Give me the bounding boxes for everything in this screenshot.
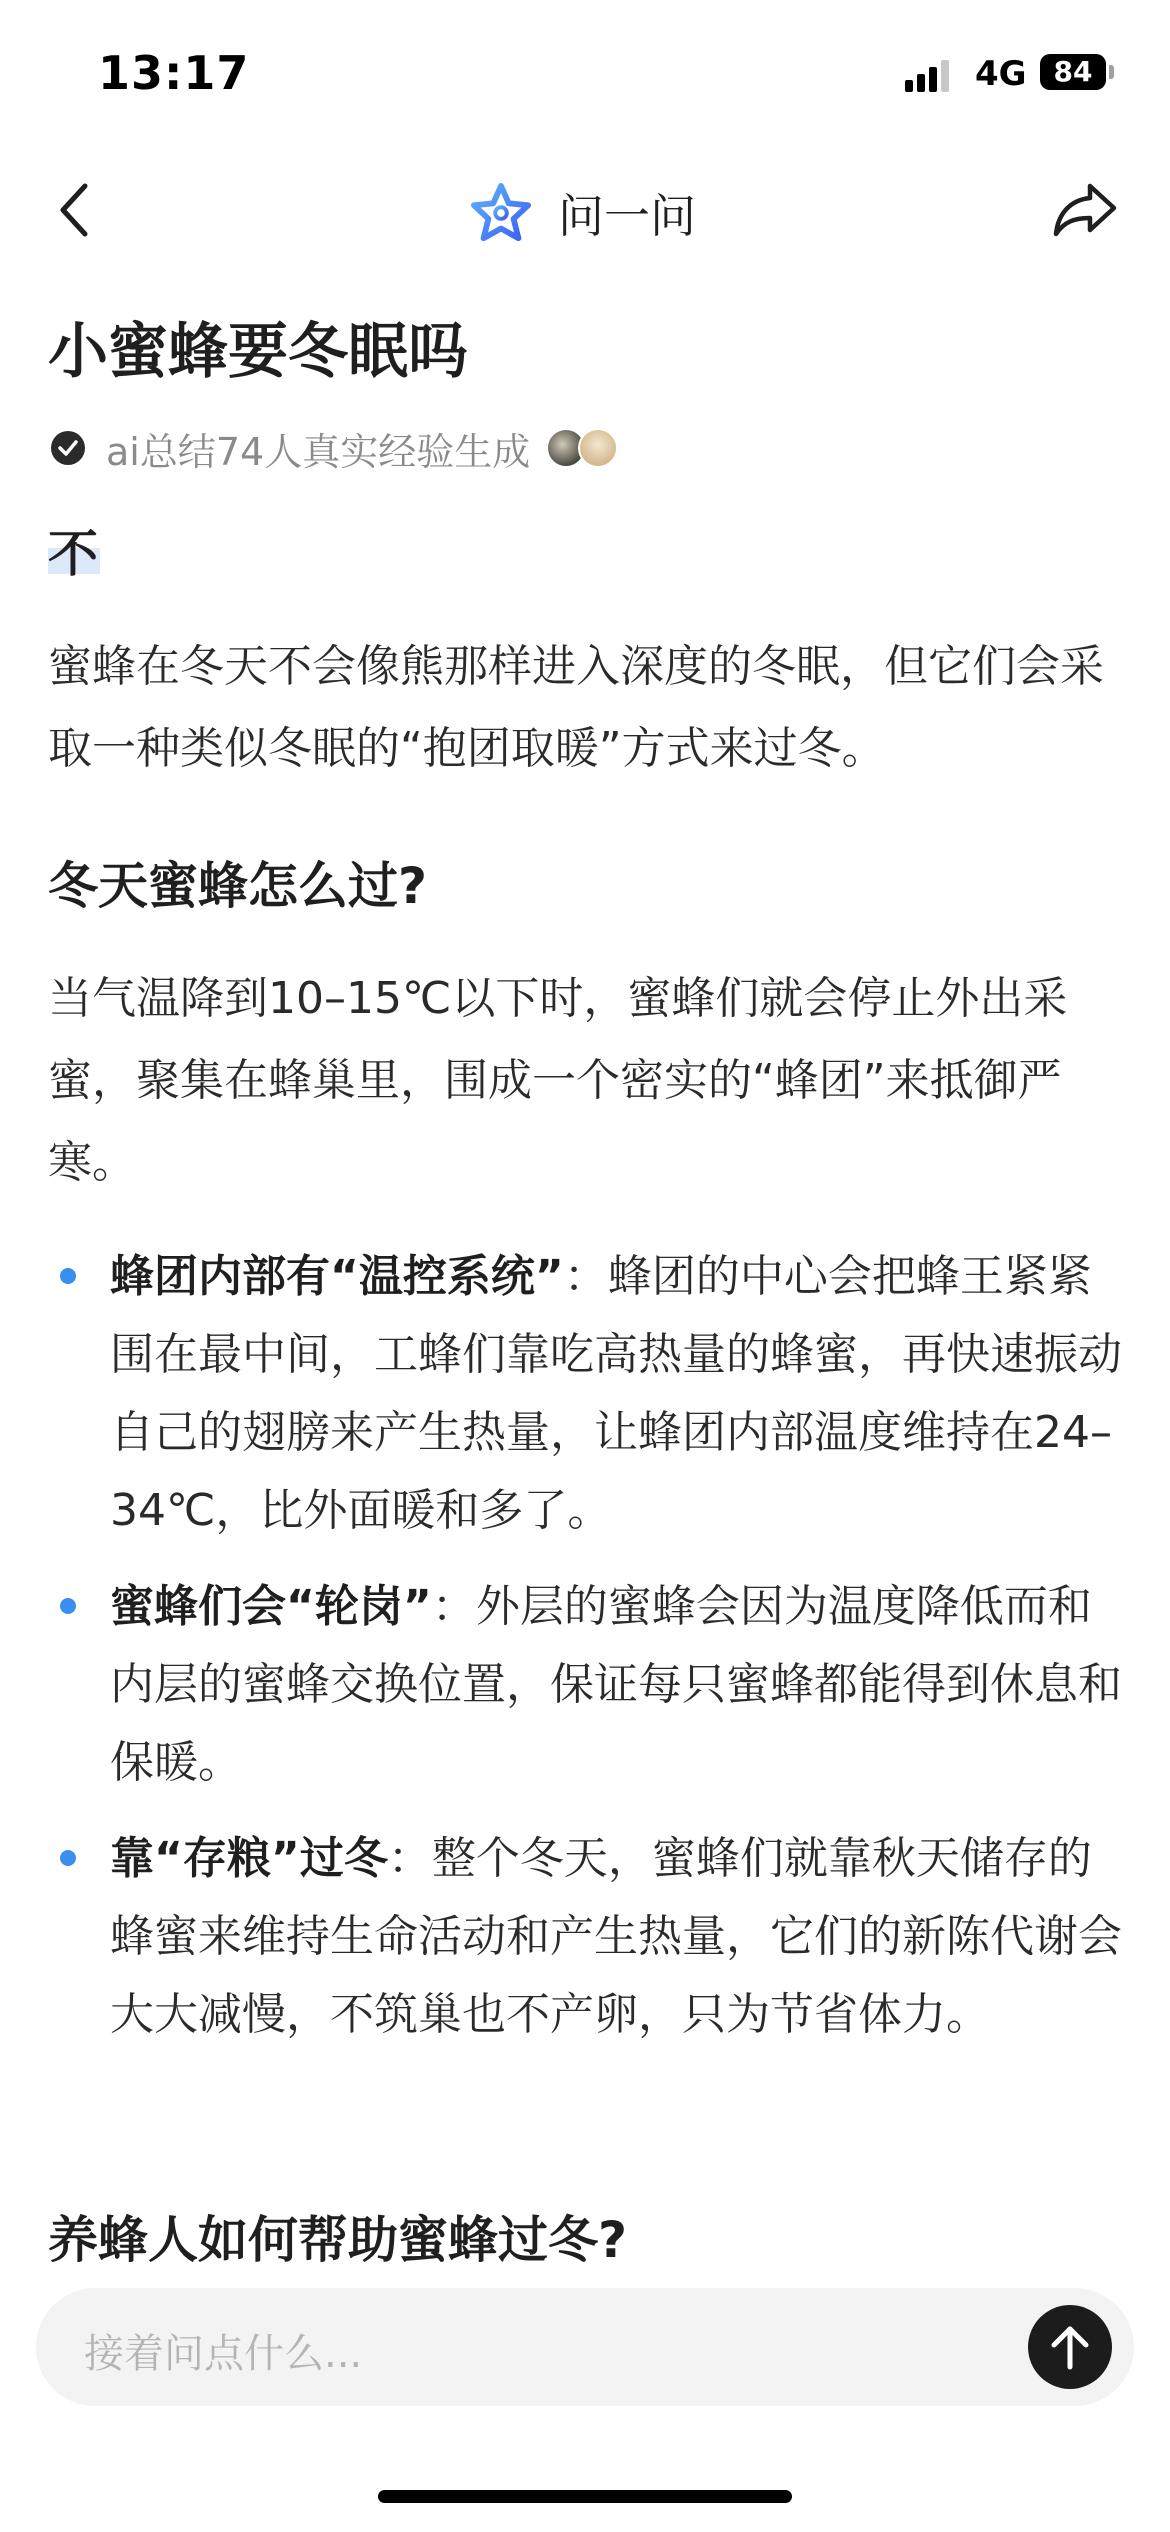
battery-cap [1109, 65, 1114, 79]
home-indicator[interactable] [378, 2490, 792, 2503]
page-header-title: 问一问 [558, 189, 696, 243]
share-icon [1052, 182, 1118, 238]
section-heading: 冬天蜜蜂怎么过? [48, 857, 428, 915]
question-title: 小蜜蜂要冬眠吗 [48, 317, 468, 387]
back-button[interactable] [45, 175, 105, 245]
source-info[interactable] [50, 420, 618, 476]
bullet-text: ：外层的蜜蜂会因为温度降低而和内层的蜜蜂交换位置，保证每只蜜蜂都能得到休息和保暖。 [110, 1581, 1122, 1788]
bullet-dot [60, 1850, 76, 1866]
bullet-text: ：整个冬天，蜜蜂们就靠秋天储存的蜂蜜来维持生命活动和产生热量，它们的新陈代谢会大大减慢，不筑巢也不产卵，只为节省体力。 [110, 1833, 1122, 2040]
bullet-dot [60, 1268, 76, 1284]
answer-word: 不 [48, 525, 98, 583]
source-text: ai总结74人真实经验生成 [106, 429, 531, 474]
verified-check-icon [50, 430, 86, 466]
bullet-text: ：蜂团的中心会把蜂王紧紧围在最中间，工蜂们靠吃高热量的蜂蜜，再快速振动自己的翅膀来产生热量，让蜂团内部温度维持在24–34℃，比外面暖和多了。 [110, 1251, 1122, 1536]
signal-strength-icon [905, 60, 951, 92]
nav-title-group [470, 178, 696, 248]
star-logo-icon [470, 182, 532, 244]
bullet-bold: 蜂团内部有“温控系统” [110, 1251, 564, 1302]
section-heading: 养蜂人如何帮助蜜蜂过冬? [48, 2211, 628, 2269]
network-type: 4G [975, 54, 1027, 94]
share-button[interactable] [1050, 175, 1120, 245]
intro-paragraph: 蜜蜂在冬天不会像熊那样进入深度的冬眠，但它们会采取一种类似冬眠的“抱团取暖”方式来过冬。 [48, 641, 1104, 774]
bullet-bold: 靠“存粮”过冬 [110, 1833, 388, 1884]
list-item [110, 1820, 1130, 2054]
status-time: 13:17 [98, 46, 250, 100]
input-placeholder: 接着问点什么... [84, 2331, 363, 2377]
bullet-dot [60, 1598, 76, 1614]
send-button[interactable] [1028, 2305, 1112, 2389]
avatar-group [546, 428, 618, 468]
follow-up-input[interactable] [36, 2288, 1134, 2406]
arrow-up-icon [1048, 2323, 1092, 2371]
list-item [110, 1568, 1130, 1802]
bullet-bold: 蜜蜂们会“轮岗” [110, 1581, 432, 1632]
section-paragraph: 当气温降到10–15℃以下时，蜜蜂们就会停止外出采蜜，聚集在蜂巢里，围成一个密实的“蜂团”来抵御严寒。 [48, 973, 1068, 1188]
status-bar [0, 0, 1170, 150]
chevron-left-icon [55, 180, 95, 240]
avatar [578, 428, 618, 468]
battery-icon: 84 [1040, 54, 1106, 90]
list-item [110, 1238, 1130, 1550]
